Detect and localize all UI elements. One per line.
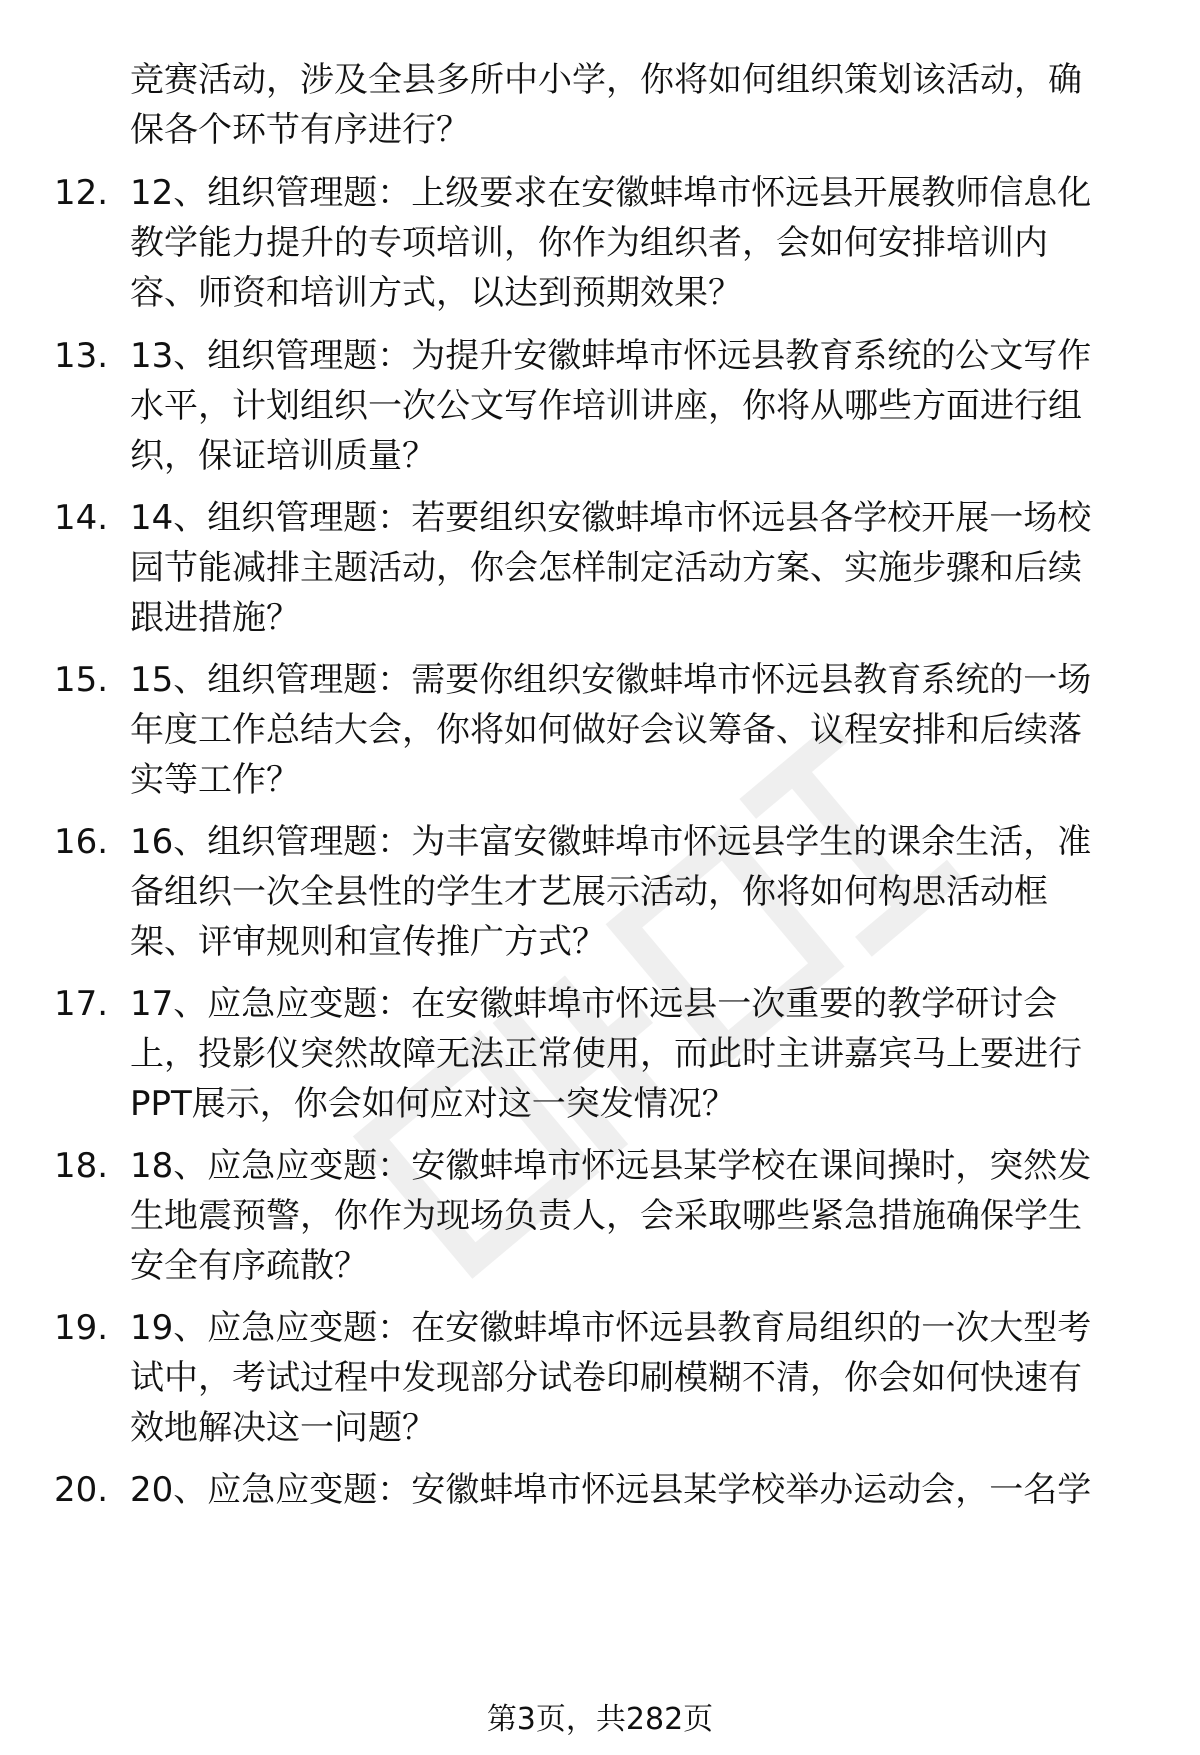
question-line: 19、应急应变题：在安徽蚌埠市怀远县教育局组织的一次大型考 [130,1308,1092,1348]
question-line: 12、组织管理题：上级要求在安徽蚌埠市怀远县开展教师信息化 [130,173,1092,213]
question-line: 安全有序疏散？ [130,1246,368,1286]
question-text [130,979,1150,1129]
question-line: 保各个环节有序进行？ [130,110,470,150]
question-text [130,331,1150,481]
question-text [130,1465,1150,1515]
question-text [130,1141,1150,1291]
question-line: 容、师资和培训方式，以达到预期效果？ [130,273,742,313]
question-line: 架、评审规则和宣传推广方式？ [130,922,606,962]
question-text [130,168,1150,318]
question-text [130,55,1150,155]
page-number-label: 第3页，共282页 [486,1702,714,1737]
question-line: 18、应急应变题：安徽蚌埠市怀远县某学校在课间操时，突然发 [130,1146,1092,1186]
question-text [130,817,1150,967]
question-line: 效地解决这一问题？ [130,1408,436,1448]
question-line: 园节能减排主题活动，你会怎样制定活动方案、实施步骤和后续 [130,548,1082,588]
question-line: 15、组织管理题：需要你组织安徽蚌埠市怀远县教育系统的一场 [130,660,1092,700]
question-number: 14. [54,498,109,538]
question-number: 12. [54,173,109,213]
question-line: 年度工作总结大会，你将如何做好会议筹备、议程安排和后续落 [130,710,1082,750]
question-line: 20、应急应变题：安徽蚌埠市怀远县某学校举办运动会，一名学 [130,1470,1092,1510]
question-line: 跟进措施？ [130,598,300,638]
question-line: 上，投影仪突然故障无法正常使用，而此时主讲嘉宾马上要进行 [130,1034,1082,1074]
question-number: 13. [54,336,109,376]
question-line: 实等工作？ [130,760,300,800]
question-number: 20. [54,1470,109,1510]
page-footer [0,1700,1200,1740]
question-line: 竞赛活动，涉及全县多所中小学，你将如何组织策划该活动，确 [130,60,1082,100]
question-line: PPT展示，你会如何应对这一突发情况？ [130,1084,736,1124]
question-line: 织，保证培训质量？ [130,436,436,476]
question-line: 17、应急应变题：在安徽蚌埠市怀远县一次重要的教学研讨会 [130,984,1058,1024]
question-line: 16、组织管理题：为丰富安徽蚌埠市怀远县学生的课余生活，准 [130,822,1092,862]
question-number: 15. [54,660,109,700]
question-line: 13、组织管理题：为提升安徽蚌埠市怀远县教育系统的公文写作 [130,336,1092,376]
question-line: 14、组织管理题：若要组织安徽蚌埠市怀远县各学校开展一场校 [130,498,1092,538]
question-number: 18. [54,1146,109,1186]
question-text [130,655,1150,805]
question-line: 备组织一次全县性的学生才艺展示活动，你将如何构思活动框 [130,872,1048,912]
question-text [130,1303,1150,1453]
question-text [130,493,1150,643]
question-number: 16. [54,822,109,862]
question-line: 生地震预警，你作为现场负责人，会采取哪些紧急措施确保学生 [130,1196,1082,1236]
question-line: 教学能力提升的专项培训，你作为组织者，会如何安排培训内 [130,223,1048,263]
question-number: 19. [54,1308,109,1348]
question-line: 水平，计划组织一次公文写作培训讲座，你将从哪些方面进行组 [130,386,1082,426]
question-line: 试中，考试过程中发现部分试卷印刷模糊不清，你会如何快速有 [130,1358,1082,1398]
question-number: 17. [54,984,109,1024]
